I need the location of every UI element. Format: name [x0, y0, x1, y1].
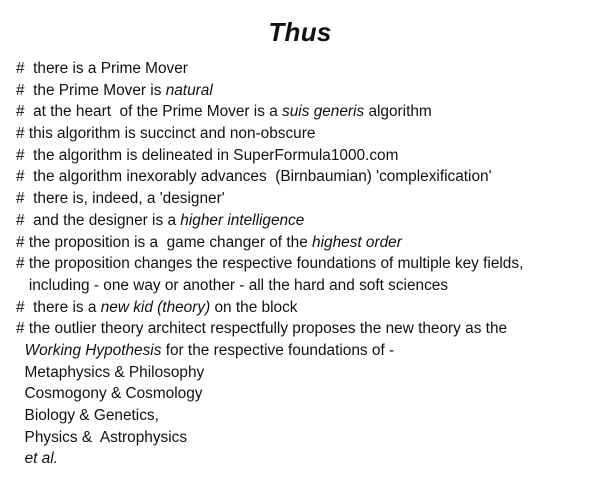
italic-text: highest order [312, 233, 402, 251]
proposition-line [16, 123, 594, 145]
line-text: Physics & Astrophysics [16, 428, 188, 446]
proposition-line [16, 145, 594, 167]
italic-text: et al. [24, 450, 58, 468]
line-text: including - one way or another - all the hard and soft sciences [16, 276, 449, 294]
line-text: # and the designer is a [16, 211, 181, 229]
line-text: # this algorithm is succinct and non-obscure [16, 125, 316, 143]
line-text: # at the heart of the Prime Mover is a [16, 103, 283, 121]
italic-text: natural [165, 81, 213, 99]
proposition-line [16, 253, 594, 275]
proposition-line [16, 58, 594, 80]
proposition-line [16, 210, 594, 232]
proposition-line [16, 101, 594, 123]
proposition-line [16, 362, 594, 384]
proposition-line [16, 297, 594, 319]
proposition-line [16, 383, 594, 405]
line-text: # the proposition changes the respective foundations of multiple key fields, [16, 255, 524, 273]
line-text: Metaphysics & Philosophy [16, 363, 205, 381]
proposition-line [16, 427, 594, 449]
line-text [16, 450, 25, 467]
line-text: # there is, indeed, a 'designer' [16, 190, 225, 208]
line-text: Biology & Genetics, [16, 407, 159, 424]
line-text: # the outlier theory architect respectfully proposes the new theory as the [16, 320, 508, 338]
italic-text: new kid (theory) [100, 298, 211, 316]
proposition-line [16, 405, 594, 427]
proposition-line [16, 188, 594, 210]
proposition-line [16, 275, 594, 297]
proposition-line [16, 80, 594, 102]
line-text: # the algorithm inexorably advances (Birnbaumian) 'complexification' [16, 168, 492, 186]
proposition-line [16, 166, 594, 188]
proposition-line [16, 340, 594, 362]
line-text: on the block [210, 298, 298, 316]
line-text: Cosmogony & Cosmology [16, 385, 203, 403]
line-text: for the respective foundations of - [161, 341, 395, 359]
proposition-line [16, 232, 594, 254]
line-text: # there is a [16, 298, 101, 316]
line-text: # there is a Prime Mover [16, 60, 188, 77]
line-text: algorithm [364, 103, 432, 121]
line-text [16, 342, 25, 359]
line-text: # the algorithm is delineated in SuperFormula1000.com [16, 146, 399, 164]
proposition-line [16, 318, 594, 340]
italic-text: Working Hypothesis [24, 341, 162, 359]
line-text: # the proposition is a game changer of the [16, 233, 313, 251]
italic-text: higher intelligence [180, 211, 305, 229]
proposition-list [16, 58, 594, 470]
italic-text: suis generis [282, 103, 365, 121]
page-title: Thus [268, 17, 332, 47]
line-text: # the Prime Mover is [16, 81, 166, 99]
proposition-line [16, 448, 594, 470]
